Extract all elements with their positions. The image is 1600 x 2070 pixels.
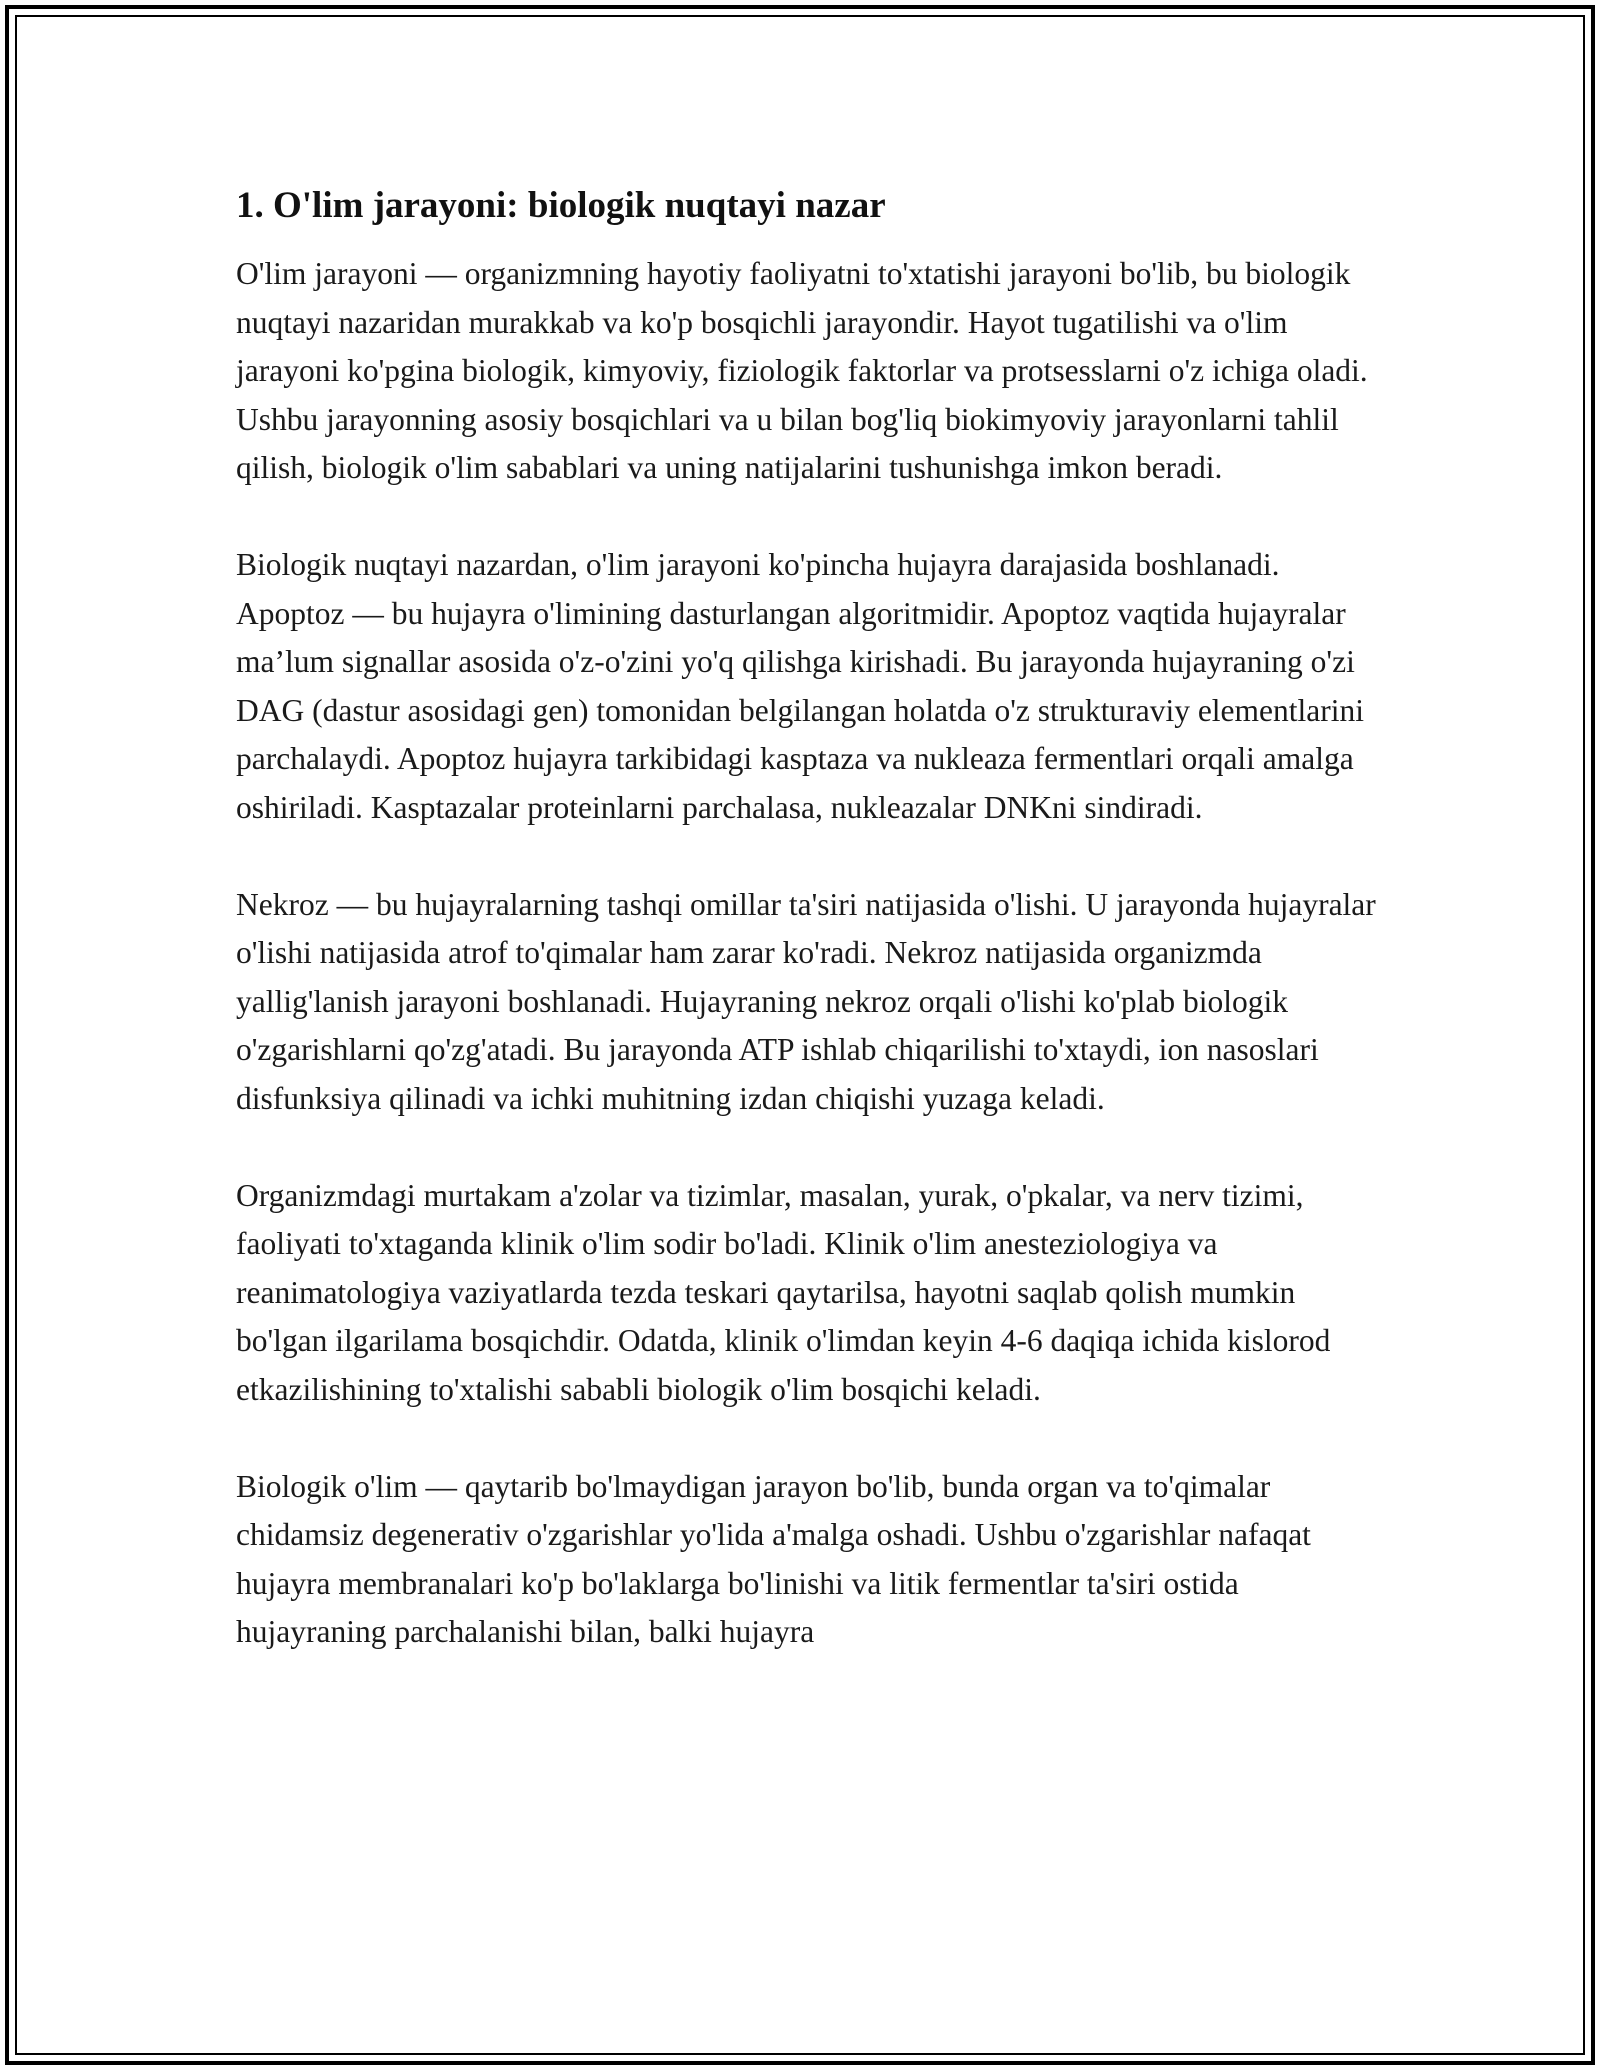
paragraph-necrosis: Nekroz — bu hujayralarning tashqi omillar ta'siri natijasida o'lishi. U jarayonda hujayralar o'lishi natijasida atrof to'qimalar ham zarar ko'radi. Nekroz natijasida organizmda yallig'lanish jarayoni boshlanadi. Hujayraning nekroz orqali o'lishi ko'plab biologik o'zgarishlarni qo'zg'atadi. Bu jarayonda ATP ishlab chiqarilishi to'xtaydi, ion nasoslari disfunksiya qilinadi va ichki muhitning izdan chiqishi yuzaga keladi. [236,886,1376,1116]
section-heading: 1. O'lim jarayoni: biologik nuqtayi nazar [236,185,886,226]
paragraph-apoptosis: Biologik nuqtayi nazardan, o'lim jarayoni ko'pincha hujayra darajasida boshlanadi. Apoptoz — bu hujayra o'limining dasturlangan algoritmidir. Apoptoz vaqtida hujayralar ma’lum signallar asosida o'z-o'zini yo'q qilishga kirishadi. Bu jarayonda hujayraning o'zi DAG (dastur asosidagi gen) tomonidan belgilangan holatda o'z strukturaviy elementlarini parchalaydi. Apoptoz hujayra tarkibidagi kasptaza va nukleaza fermentlari orqali amalga oshiriladi. Kasptazalar proteinlarni parchalasa, nukleazalar DNKni sindiradi. [236,547,1365,825]
paragraph-biological-death: Biologik o'lim — qaytarib bo'lmaydigan jarayon bo'lib, bunda organ va to'qimalar chidamsiz degenerativ o'zgarishlar yo'lida a'malga oshadi. Ushbu o'zgarishlar nafaqat hujayra membranalari ko'p bo'laklarga bo'linishi va litik fermentlar ta'siri ostida hujayraning parchalanishi bilan, balki hujayra [236,1468,1311,1649]
document-body [236,182,1376,1705]
paragraph-intro: O'lim jarayoni — organizmning hayotiy faoliyatni to'xtatishi jarayoni bo'lib, bu biologik nuqtayi nazaridan murakkab va ko'p bosqichli jarayondir. Hayot tugatilishi va o'lim jarayoni ko'pgina biologik, kimyoviy, fiziologik faktorlar va protsesslarni o'z ichiga oladi. Ushbu jarayonning asosiy bosqichlari va u bilan bog'liq biokimyoviy jarayonlarni tahlil qilish, biologik o'lim sabablari va uning natijalarini tushunishga imkon beradi. [236,256,1368,485]
paragraph-clinical-death: Organizmdagi murtakam a'zolar va tizimlar, masalan, yurak, o'pkalar, va nerv tizimi, faoliyati to'xtaganda klinik o'lim sodir bo'ladi. Klinik o'lim anesteziologiya va reanimatologiya vaziyatlarda tezda teskari qaytarilsa, hayotni saqlab qolish mumkin bo'lgan ilgarilama bosqichdir. Odatda, klinik o'limdan keyin 4-6 daqiqa ichida kislorod etkazilishining to'xtalishi sababli biologik o'lim bosqichi keladi. [236,1177,1331,1407]
